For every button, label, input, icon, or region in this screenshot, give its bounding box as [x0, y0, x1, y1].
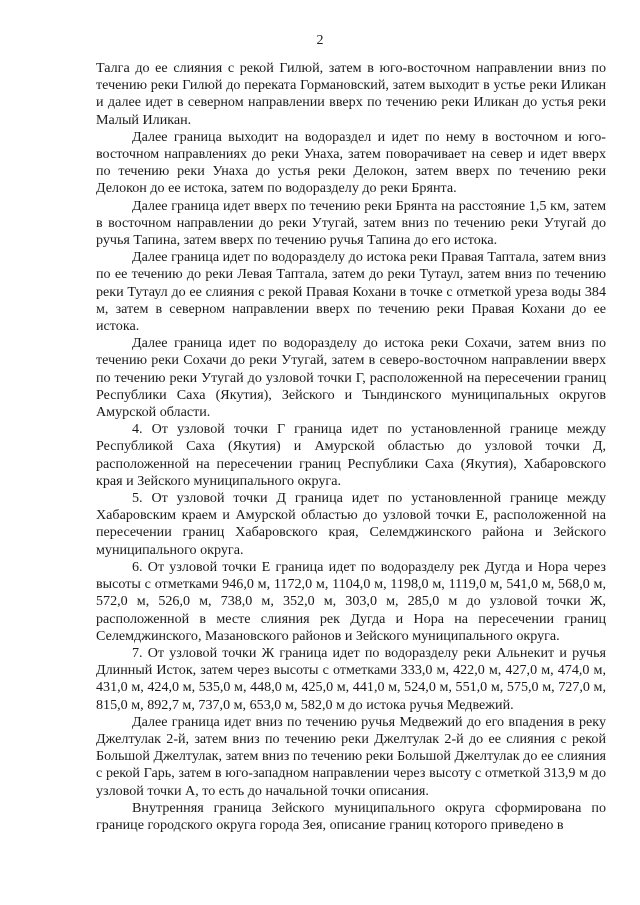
paragraph-9: 7. От узловой точки Ж граница идет по водоразделу реки Альнекит и ручья Длинный Исток, затем через высоты с отметками 333,0 м, 422,0 м, 427,0 м, 474,0 м, 431,0 м, 424,0 м, 535,0 м, 448,0 м, 425,0 м, 441,0 м, 524,0 м, 551,0 м, 575,0 м, 727,0 м, 815,0 м, 892,7 м, 737,0 м, 653,0 м, 582,0 м до истока ручья Медвежий. — [96, 644, 606, 713]
paragraph-7: 5. От узловой точки Д граница идет по установленной границе между Хабаровским краем и Амурской областью до узловой точки Е, расположенной на пересечении границ Хабаровского края, Селемджинского района и Зейского муниципального округа. — [96, 490, 606, 558]
paragraph-1: Талга до ее слияния с рекой Гилюй, затем в юго-восточном направлении вниз по течению реки Гилюй до переката Гормановский, затем выходит в устье реки Иликан и далее идет в северном направлении вверх по течению реки Иликан до устья реки Малый Иликан. — [96, 60, 606, 128]
paragraph-8: 6. От узловой точки Е граница идет по водоразделу рек Дугда и Нора через высоты с отметками 946,0 м, 1172,0 м, 1104,0 м, 1198,0 м, 1119,0 м, 541,0 м, 568,0 м, 572,0 м, 526,0 м, 738,0 м, 352,0 м, 303,0 м, 285,0 м до узловой точки Ж, расположенной в месте слияния рек Дугда и Нора на пересечении границ Селемджинского, Мазановского районов и Зейского муниципального округа. — [96, 558, 606, 644]
paragraph-2: Далее граница выходит на водораздел и идет по нему в восточном и юго-восточном направлениях до реки Унаха, затем поворачивает на север и идет вверх по течению реки Унаха до устья реки Делокон, затем вверх по течению реки Делокон до ее истока, затем по водоразделу до реки Брянта. — [96, 128, 606, 197]
document-body — [96, 60, 606, 834]
paragraph-5: Далее граница идет по водоразделу до истока реки Сохачи, затем вниз по течению реки Сохачи до реки Утугай, затем в северо-восточном направлении вверх по течению реки Утугай до узловой точки Г, расположенной на пересечении границ Республики Саха (Якутия), Зейского и Тындинского муниципальных округов Амурской области. — [96, 335, 606, 421]
paragraph-4: Далее граница идет по водоразделу до истока реки Правая Таптала, затем вниз по ее течению до реки Левая Таптала, затем до реки Тутаул, затем вниз по течению реки Тутаул до ее слияния с рекой Правая Кохани в точке с отметкой уреза воды 384 м, затем в северном направлении вверх по течению реки Правая Кохани до ее истока. — [96, 249, 606, 335]
paragraph-11: Внутренняя граница Зейского муниципального округа сформирована по границе городского округа города Зея, описание границ которого приведено в — [96, 799, 606, 833]
page-number: 2 — [316, 33, 324, 48]
paragraph-10: Далее граница идет вниз по течению ручья Медвежий до его впадения в реку Джелтулак 2-й, затем вниз по течению реки Джелтулак 2-й до ее слияния с рекой Большой Джелтулак, затем вниз по течению реки Большой Джелтулак до ее слияния с рекой Гарь, затем в юго-западном направлении через высоту с отметкой 313,9 м до узловой точки А, то есть до начальной точки описания. — [96, 713, 606, 799]
paragraph-3: Далее граница идет вверх по течению реки Брянта на расстояние 1,5 км, затем в восточном направлении до реки Утугай, затем вниз по течению реки Утугай до ручья Тапина, затем вверх по течению ручья Тапина до его истока. — [96, 197, 606, 249]
paragraph-6: 4. От узловой точки Г граница идет по установленной границе между Республикой Саха (Якутия) и Амурской областью до узловой точки Д, расположенной на пересечении границ Республики Саха (Якутия), Хабаровского края и Зейского муниципального округа. — [96, 421, 606, 489]
